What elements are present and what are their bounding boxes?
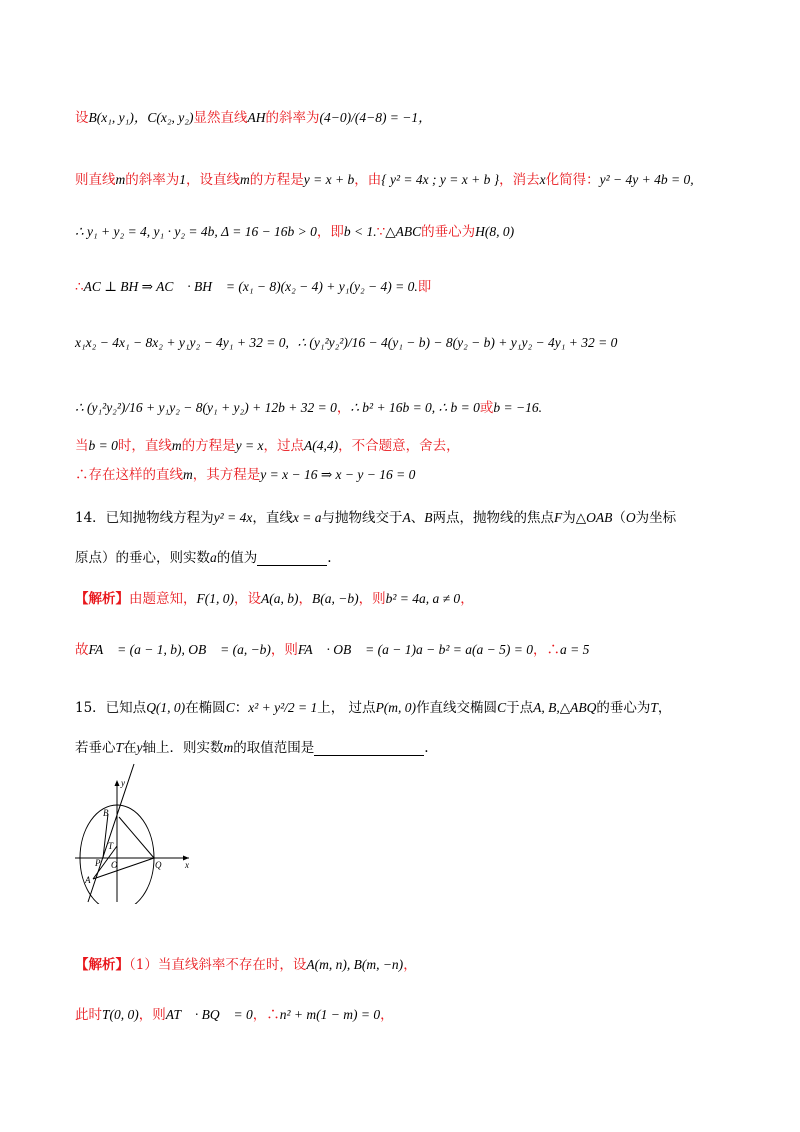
formula: x = a [292,510,322,525]
point-q-label: Q [155,860,162,870]
text: ，设直线 [186,172,240,188]
solution-15-line-1 [75,955,417,975]
text: ， [403,957,417,973]
text: ∴ [546,642,560,658]
text: . [424,740,429,756]
text: 15．已知点 [75,700,147,716]
formula: △ABQ [559,700,597,715]
text: 由题意知， [129,591,197,607]
text: ， [298,591,312,607]
formula: x [539,172,546,187]
question-15-line-2 [75,738,429,758]
text: 化简得： [545,172,600,188]
formula: a [210,550,217,565]
formula: ∴ b² + 16b = 0, ∴ b = 0 [350,400,480,415]
formula: F [553,510,563,525]
formula: b = −16. [493,400,542,415]
answer-blank [257,551,327,566]
formula: A(m, n), B(m, −n) [306,957,404,972]
text: 即 [417,279,432,295]
formula: C [225,700,235,715]
text: ，消去 [499,172,540,188]
formula: AT⃗ · BQ⃗ = 0 [165,1007,253,1022]
answer-blank [314,741,424,756]
formula: FA⃗ = (a − 1, b), OB⃗ = (a, −b) [88,642,271,657]
question-14-line-1 [75,508,676,528]
point-b-label: B [103,808,109,818]
text: ， [252,1007,267,1023]
formula: B(a, −b) [312,591,359,606]
y-label: y [121,778,125,788]
formula: O [625,510,636,525]
formula: m [240,172,250,187]
solution-14-line-1 [75,589,474,609]
question-15-line-1 [75,698,671,718]
text: 此时 [75,1007,102,1023]
text: 当 [75,438,89,454]
formula: m [223,740,234,755]
formula: △OAB [575,510,613,525]
solution-15-line-2 [75,1005,394,1025]
text: 轴上．则实数 [142,740,224,756]
text: ， [657,700,672,716]
text: 在椭圆 [185,700,226,716]
text: 设 [75,110,89,126]
formula: y [136,740,143,755]
formula: x² + y²/2 = 1 [248,700,318,715]
line-5 [75,333,617,353]
text: ，设 [234,591,261,607]
text: ，过点 [263,438,304,454]
text: 时，直线 [117,438,172,454]
formula: B [424,510,433,525]
solution-14-line-2 [75,640,589,660]
formula: a = 5 [560,642,590,657]
line-3 [75,222,514,242]
formula: FA⃗ · OB⃗ = (a − 1)a − b² = a(a − 5) = 0 [297,642,533,657]
segment-aq [93,858,154,879]
text: 的斜率为 [265,110,320,126]
text: 于点 [506,700,534,716]
text: ，则 [138,1007,166,1023]
formula: y = x [235,438,264,453]
analysis-tag: 【解析】 [75,957,129,973]
line-6 [75,398,542,418]
analysis-tag: 【解析】 [75,591,129,607]
text: 、 [410,510,425,526]
text: ∴ [75,279,84,295]
text: ，则 [270,642,298,658]
text: 的方程是 [181,438,236,454]
formula: Q(1, 0) [146,700,186,715]
text: 故 [75,642,89,658]
formula: m [171,438,182,453]
line-8 [75,465,415,485]
line-2 [75,170,694,190]
text: ： [234,700,249,716]
formula: AH [247,110,266,125]
text: ∵ [376,224,386,240]
formula: ∴ y₁ + y₂ = 4, y₁ · y₂ = 4b, Δ = 16 − 16b > 0 [75,224,317,239]
text: ， [380,1007,394,1023]
point-a-label: A [85,875,91,885]
text: 上， 过点 [317,700,376,716]
formula: n² + m(1 − m) = 0 [279,1007,381,1022]
text: 原点）的垂心，则实数 [75,550,210,566]
text: 的垂心为 [421,224,476,240]
y-axis-arrow [115,780,120,786]
formula: T [115,740,124,755]
text: ，不合题意，舍去， [338,438,460,454]
text: 两点，抛物线的焦点 [432,510,554,526]
formula: B(x₁, y₁)，C(x₂, y₂) [88,110,194,125]
text: 在 [123,740,137,756]
text: （ [612,510,626,526]
formula: A [402,510,411,525]
point-t-label: T [108,841,114,851]
formula: y = x + b [303,172,355,187]
formula: m [115,172,126,187]
text: ，其方程是 [192,467,261,483]
text: ，由 [354,172,382,188]
formula: ∴ (y₁²y₂²)/16 + y₁y₂ − 8(y₁ + y₂) + 12b + 32 = 0 [75,400,337,415]
text: ， [533,642,547,658]
line-1 [75,108,432,128]
point-p-label: P [95,858,101,868]
x-label: x [185,860,189,870]
text: 的方程是 [249,172,304,188]
text: 则直线 [75,172,116,188]
line-ab [88,764,134,902]
text: 的值为 [216,550,258,566]
ellipse-figure [75,762,195,904]
text: ， [336,400,351,416]
text: 的垂心为 [596,700,651,716]
formula: T(0, 0) [102,1007,139,1022]
text: 显然直线 [193,110,248,126]
text: 与抛物线交于 [321,510,403,526]
formula: 1 [179,172,186,187]
formula: △ABC [385,224,422,239]
formula: y² = 4x [213,510,253,525]
text: 作直线交椭圆 [416,700,498,716]
point-o-label: O [111,860,118,870]
formula: y = x − 16 ⇒ x − y − 16 = 0 [260,467,416,482]
formula: AC ⊥ BH ⇒ AC⃗ · BH⃗ = (x₁ − 8)(x₂ − 4) + y₁(y₂ − 4) = 0. [83,279,418,294]
formula: b = 0 [88,438,118,453]
text: . [327,550,332,566]
formula: m [183,467,193,482]
text: 的斜率为 [125,172,180,188]
segment-bq [119,817,154,858]
text: ∴存在这样的直线 [75,467,183,483]
formula: ∴ (y₁²y₂²)/16 − 4(y₁ − b) − 8(y₂ − b) + y₁y₂ − 4y₁ + 32 = 0 [297,335,618,350]
formula: b < 1. [343,224,377,239]
text: 14．已知抛物线方程为 [75,510,214,526]
formula: { y² = 4x ; y = x + b } [381,172,500,187]
formula: y² − 4y + 4b = 0, [599,172,694,187]
text: （1）当直线斜率不存在时，设 [129,957,307,973]
text: ，直线 [252,510,293,526]
formula: (4−0)/(4−8) = −1， [319,110,432,125]
text: 若垂心 [75,740,116,756]
question-14-line-2 [75,548,332,568]
formula: H(8, 0) [475,224,515,239]
text: 的取值范围是 [233,740,315,756]
segment-pb [103,814,108,858]
formula: A(a, b) [261,591,299,606]
text: ， [460,591,474,607]
text: ，即 [316,224,344,240]
formula: P(m, 0) [375,700,417,715]
formula: F(1, 0) [196,591,234,606]
line-7 [75,436,460,456]
formula: T [650,700,658,715]
text: 为坐标 [635,510,677,526]
text: 为 [562,510,576,526]
text: ∴ [266,1007,280,1023]
formula: C [497,700,507,715]
text: ，则 [358,591,386,607]
formula: A, B, [533,700,560,715]
formula: A(4,4) [303,438,339,453]
formula: b² = 4a, a ≠ 0 [385,591,461,606]
formula: x₁x₂ − 4x₁ − 8x₂ + y₁y₂ − 4y₁ + 32 = 0, [75,335,289,350]
text: 或 [479,400,494,416]
line-4 [75,277,431,297]
